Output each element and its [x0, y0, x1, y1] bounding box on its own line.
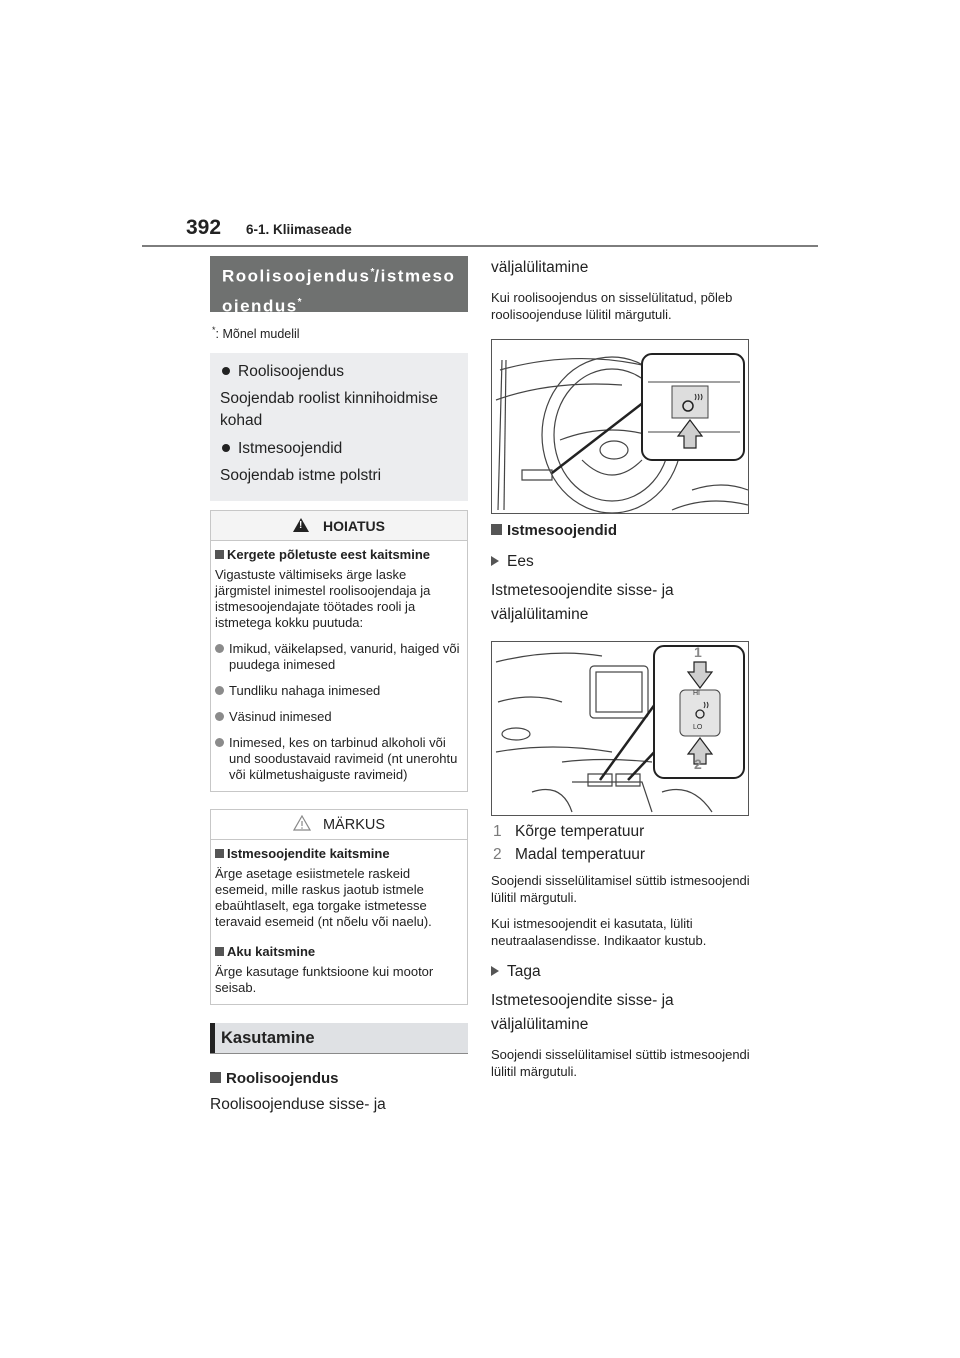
- info-item-steering: [220, 361, 458, 383]
- footnote-mark: *: [212, 325, 216, 335]
- switch-hi-label: HI: [693, 690, 700, 697]
- usage-heading: Kasutamine: [210, 1023, 468, 1053]
- info-item-desc: Soojendab roolist kinnihoidmise kohad: [220, 390, 438, 430]
- square-bullet-icon: [210, 1072, 221, 1083]
- rear-label: [491, 963, 751, 981]
- notice-box: [210, 809, 468, 1005]
- section-heading: [210, 256, 468, 316]
- temperature-list: [491, 820, 751, 866]
- warning-title: HOIATUS: [323, 518, 385, 535]
- warning-item-text: Väsinud inimesed: [229, 709, 332, 725]
- seat-neutral-note: Kui istmesoojendit ei kasutata, lüliti neutraalasendisse. Indikaator kustub.: [491, 916, 707, 948]
- left-column: [210, 256, 468, 1117]
- steering-heater-heading: [210, 1070, 468, 1087]
- notice-subheading: [215, 944, 463, 959]
- switch-lo-label: LO: [693, 724, 703, 731]
- arrow-right-icon: [491, 556, 499, 566]
- circle-bullet-icon: [215, 738, 224, 747]
- warning-box: [210, 510, 468, 792]
- footnote: [212, 325, 468, 341]
- rear-seat-heater-text: Istmetesoojendite sisse- ja väljalülitamine: [491, 992, 674, 1033]
- page-number: 392: [186, 216, 222, 239]
- heading-part1: Roolisoojendus: [222, 266, 371, 286]
- warning-text: Vigastuste vältimiseks ärge laske järgmistel inimestel roolisoojendaja ja istmesoojendajate töötades rooli ja istmetega kokku puutuda:: [215, 567, 431, 631]
- seat-indicator-note: Soojendi sisselülitamisel süttib istmesoojendi lülitil märgutuli.: [491, 873, 750, 905]
- square-bullet-icon: [215, 947, 224, 956]
- warning-item-text: Imikud, väikelapsed, vanurid, haiged või puudega inimesed: [229, 641, 460, 673]
- item-number: 1: [493, 823, 502, 840]
- warning-list-item: [215, 641, 463, 673]
- notice-text: Ärge asetage esiistmetele raskeid esemeid, mille raskus jaotub istmele ebaühtlaselt, ega torgake istmetesse teravaid esemeid (nt nõelu või naelu).: [215, 866, 432, 930]
- info-item-desc: Soojendab istme polstri: [220, 467, 382, 485]
- section-title: 6-1. Kliimaseade: [246, 222, 352, 237]
- bullet-icon: [222, 444, 230, 452]
- circle-bullet-icon: [215, 686, 224, 695]
- notice-body: [211, 840, 467, 1004]
- front-seat-heater-text: Istmetesoojendite sisse- ja väljalülitamine: [491, 582, 674, 623]
- warning-item-text: Tundliku nahaga inimesed: [229, 683, 381, 699]
- square-bullet-icon: [215, 849, 224, 858]
- front-label: [491, 553, 751, 571]
- rear-indicator-note: Soojendi sisselülitamisel süttib istmesoojendi lülitil märgutuli.: [491, 1047, 750, 1079]
- steering-indicator-note: Kui roolisoojendus on sisselülitatud, põleb roolisoojenduse lülitil märgutuli.: [491, 290, 733, 322]
- callout-2: 2: [694, 756, 702, 772]
- warning-item-text: Inimesed, kes on tarbinud alkoholi või und soodustavaid ravimeid (nt unerohtu või külmetushaiguste ravimeid): [229, 735, 458, 783]
- square-bullet-icon: [491, 524, 502, 535]
- info-item-seat: [220, 438, 458, 460]
- info-item-title: Istmesoojendid: [238, 440, 343, 458]
- console-drawing: [492, 642, 749, 816]
- temperature-item-high: [491, 820, 751, 843]
- steering-heater-illustration: [491, 339, 749, 514]
- continued-text: väljalülitamine: [491, 259, 589, 276]
- right-column: [491, 256, 751, 1080]
- notice-triangle-icon: [293, 815, 311, 831]
- item-label: Kõrge temperatuur: [515, 823, 645, 840]
- heading-mark2: *: [297, 296, 302, 308]
- warning-list-item: [215, 683, 463, 699]
- callout-1: 1: [694, 644, 702, 660]
- heading-part3: ojendus: [222, 296, 298, 316]
- steering-heater-text: Roolisoojenduse sisse- ja: [210, 1096, 386, 1114]
- notice-subheading-text: Aku kaitsmine: [227, 944, 316, 960]
- heading-part2: /istmeso: [374, 266, 456, 286]
- seat-heater-heading: [491, 522, 751, 539]
- usage-rule: [210, 1053, 468, 1054]
- square-bullet-icon: [215, 550, 224, 559]
- heading-mark1: *: [370, 267, 375, 278]
- warning-subheading: [215, 547, 463, 562]
- circle-bullet-icon: [215, 712, 224, 721]
- circle-bullet-icon: [215, 644, 224, 653]
- front-label-text: Ees: [507, 553, 534, 570]
- warning-header: [211, 511, 467, 541]
- seat-heater-illustration: [491, 641, 749, 816]
- temperature-item-low: [491, 843, 751, 866]
- notice-subheading: [215, 846, 463, 861]
- warning-body: [211, 541, 467, 791]
- notice-title: MÄRKUS: [322, 817, 386, 834]
- notice-header: [211, 810, 467, 840]
- notice-text: Ärge kasutage funktsioone kui mootor seisab.: [215, 964, 434, 996]
- warning-list-item: [215, 709, 463, 725]
- info-box: [210, 353, 468, 501]
- item-label: Madal temperatuur: [515, 846, 646, 863]
- item-number: 2: [493, 846, 502, 863]
- warning-list-item: [215, 735, 463, 783]
- notice-subheading-text: Istmesoojendite kaitsmine: [227, 846, 390, 862]
- arrow-right-icon: [491, 966, 499, 976]
- seat-heater-heading-text: Istmesoojendid: [507, 522, 618, 539]
- header-rule: [142, 245, 818, 247]
- warning-triangle-icon: [293, 518, 309, 532]
- rear-label-text: Taga: [507, 963, 541, 980]
- steering-wheel-drawing: [492, 340, 749, 514]
- bullet-icon: [222, 367, 230, 375]
- footnote-text: : Mõnel mudelil: [215, 327, 300, 342]
- info-item-title: Roolisoojendus: [238, 363, 344, 381]
- steering-heater-heading-text: Roolisoojendus: [226, 1070, 339, 1088]
- warning-subheading-text: Kergete põletuste eest kaitsmine: [227, 547, 431, 563]
